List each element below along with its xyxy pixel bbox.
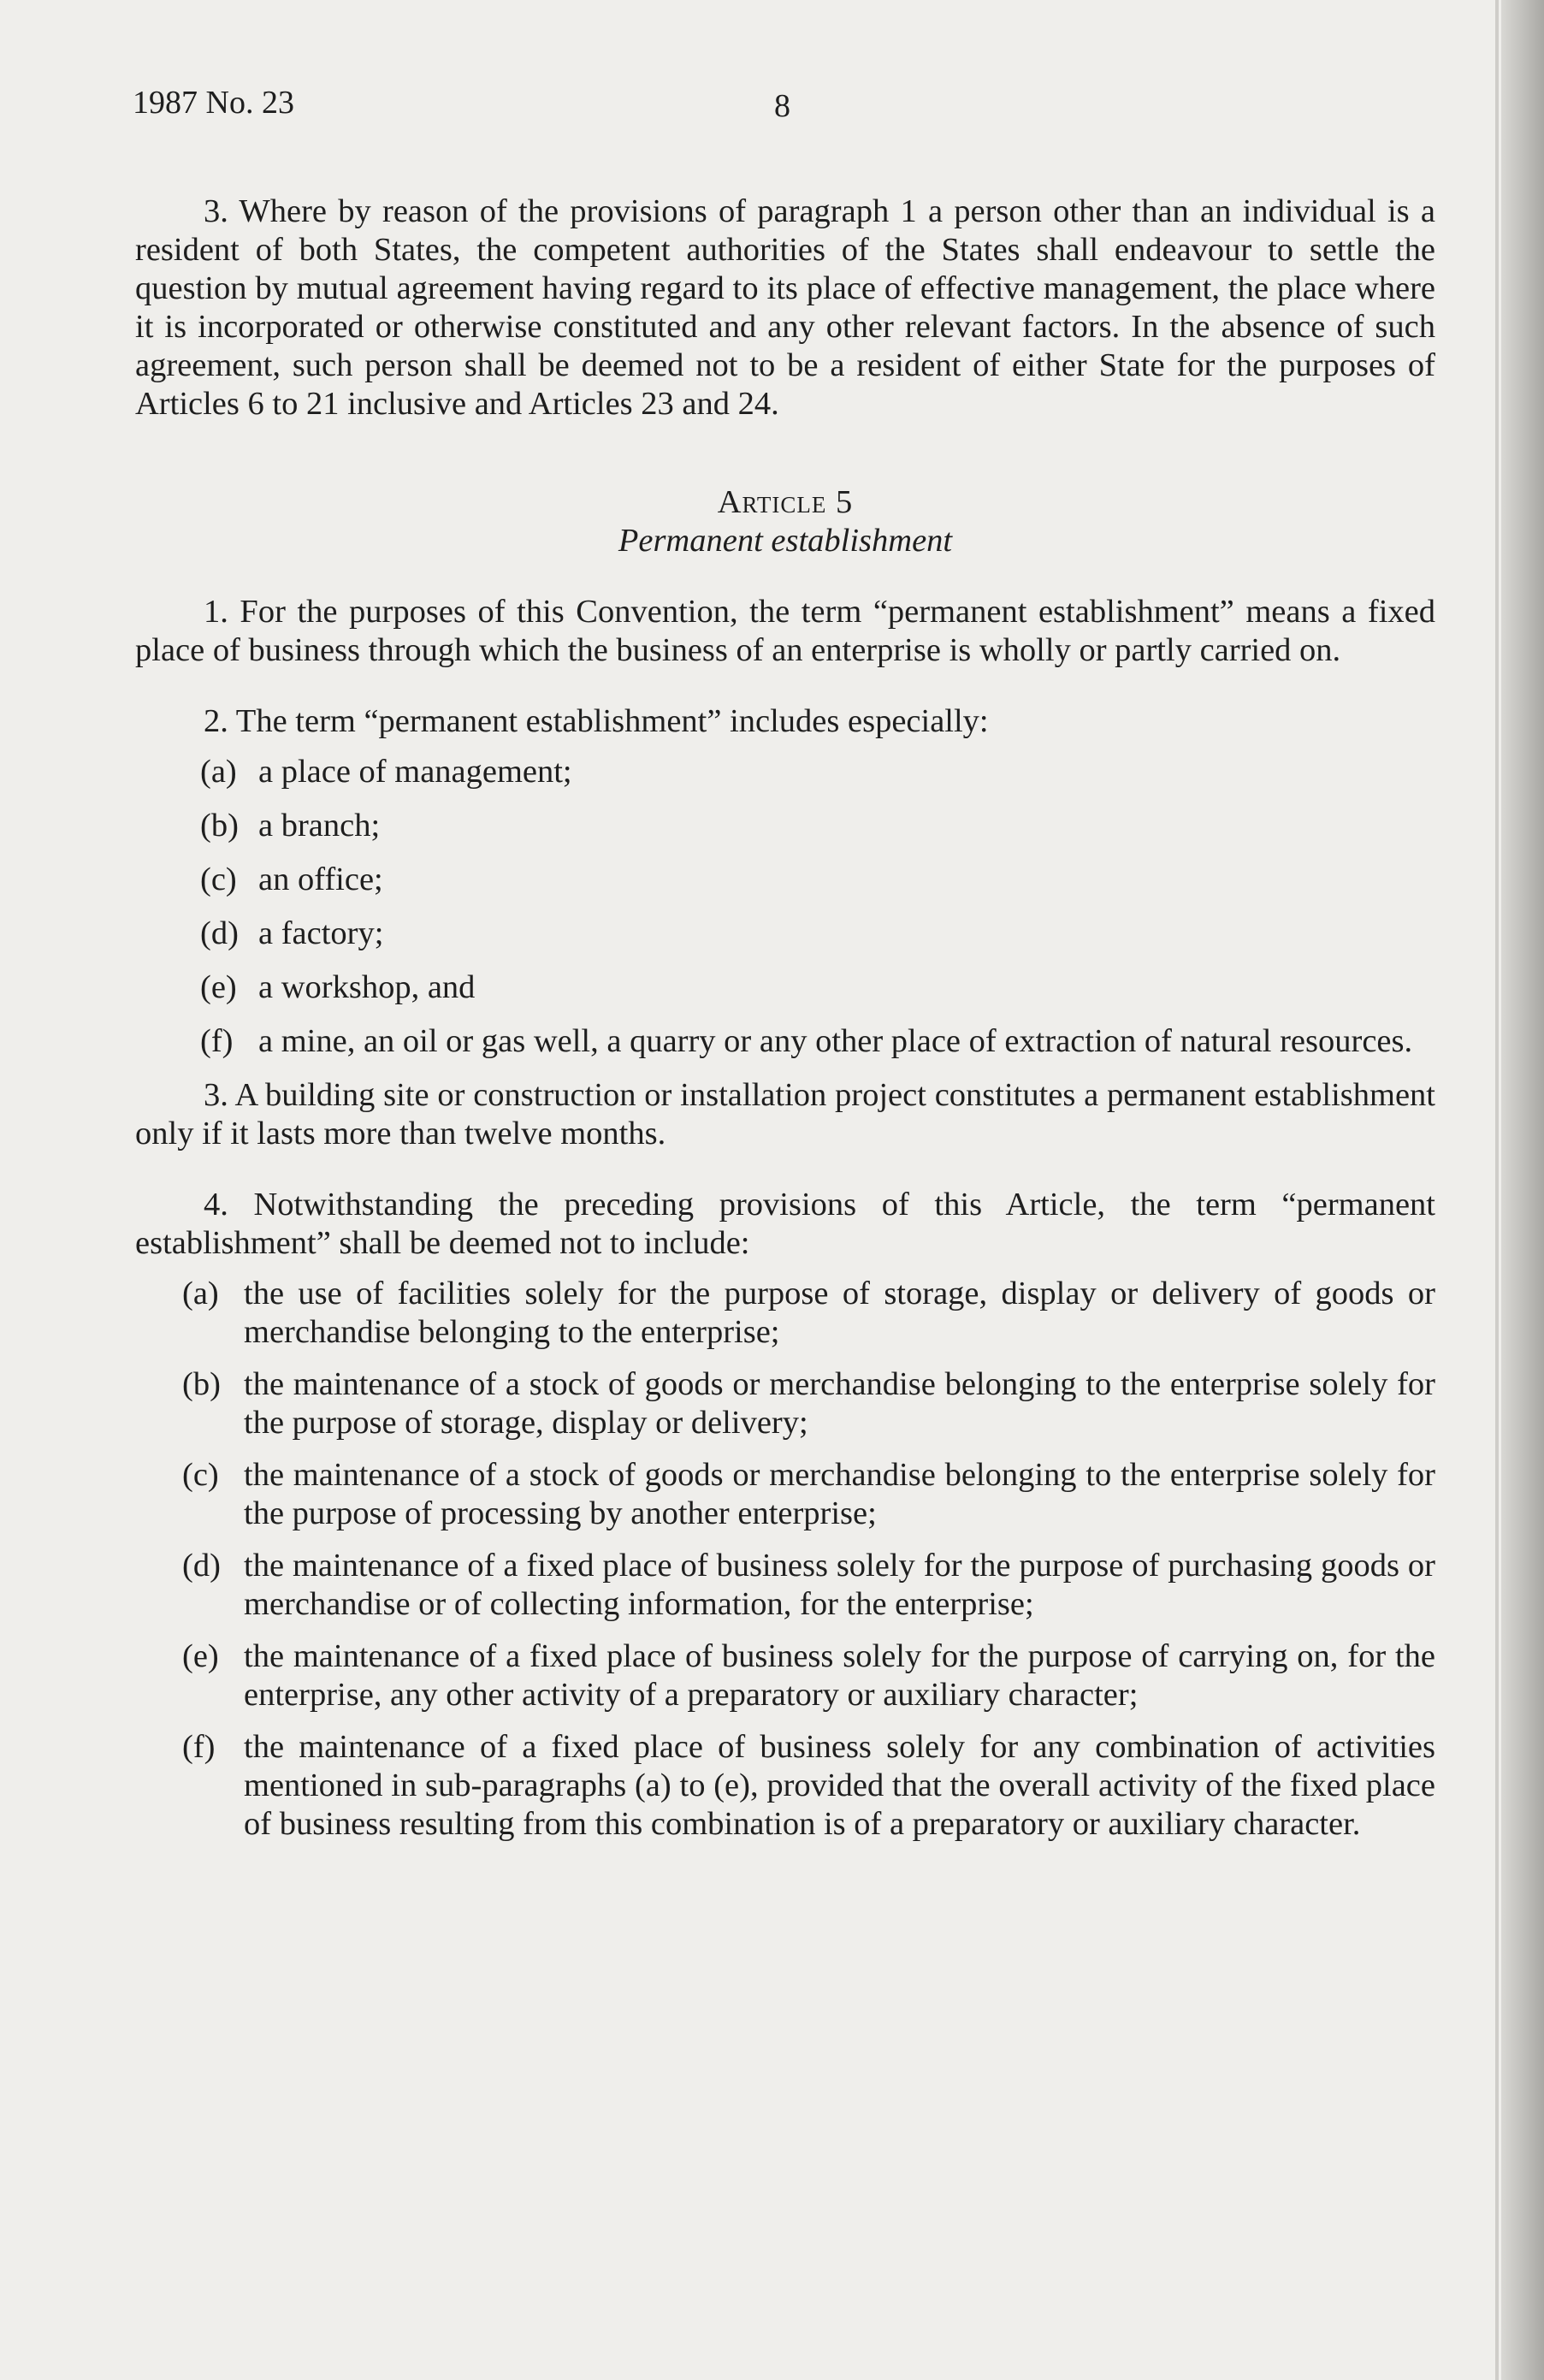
list-item-text: the maintenance of a fixed place of business solely for the purpose of carrying on, for the enterprise, any other activity of a preparatory or auxiliary character;	[244, 1638, 1435, 1713]
paragraph-2-intro: 2. The term “permanent establishment” includes especially:	[204, 703, 989, 739]
list-item-label: (a)	[182, 1276, 219, 1311]
list-item	[135, 1547, 1435, 1624]
list-item-text: the maintenance of a fixed place of business solely for any combination of activities mentioned in sub-paragraphs (a) to (e), provided that the overall activity of the fixed place of business resulting from this combination is of a preparatory or auxiliary character.	[244, 1729, 1435, 1842]
document-body	[135, 192, 1435, 1857]
list-item-label: (e)	[200, 969, 237, 1005]
list-item-label: (c)	[200, 861, 237, 897]
list-item	[135, 1275, 1435, 1352]
paragraph-4-list	[135, 1275, 1435, 1844]
paragraph-2-list	[135, 753, 1435, 1061]
list-item-label: (c)	[182, 1457, 219, 1493]
list-item	[135, 915, 1435, 953]
list-item-text: the maintenance of a stock of goods or merchandise belonging to the enterprise solely for the purpose of processing by another enterprise;	[244, 1457, 1435, 1531]
list-item-label: (a)	[200, 754, 237, 790]
list-item-text: an office;	[258, 861, 383, 897]
list-item	[135, 1728, 1435, 1844]
list-item-text: a mine, an oil or gas well, a quarry or any other place of extraction of natural resources.	[258, 1023, 1413, 1059]
paragraph-3: 3. A building site or construction or installation project constitutes a permanent establishment only if it lasts more than twelve months.	[135, 1077, 1435, 1152]
list-item-text: a place of management;	[258, 754, 572, 790]
list-item	[135, 807, 1435, 845]
paragraph-3-previous-article: 3. Where by reason of the provisions of paragraph 1 a person other than an individual is a resident of both States, the competent authorities of the States shall endeavour to settle the question by mutual agreement having regard to its place of effective management, the place where it is incorporated or otherwise constituted and any other relevant factors. In the absence of such agreement, such person shall be deemed not to be a resident of either State for the purposes of Articles 6 to 21 inclusive and Articles 23 and 24.	[135, 193, 1435, 422]
page-number: 8	[774, 88, 790, 124]
list-item-label: (d)	[200, 915, 239, 951]
page-edge-shadow	[1501, 0, 1544, 2380]
article-heading: Article 5	[717, 484, 854, 520]
list-item	[135, 1637, 1435, 1714]
list-item	[135, 1022, 1435, 1061]
list-item-label: (f)	[200, 1023, 234, 1059]
list-item-text: a workshop, and	[258, 969, 476, 1005]
list-item-text: a branch;	[258, 808, 381, 844]
list-item-text: the maintenance of a fixed place of business solely for the purpose of purchasing goods or merchandise or of collecting information, for the enterprise;	[244, 1548, 1435, 1622]
list-item-label: (d)	[182, 1548, 221, 1584]
list-item	[135, 753, 1435, 791]
list-item	[135, 861, 1435, 899]
list-item-label: (b)	[200, 808, 239, 844]
paragraph-4-intro: 4. Notwithstanding the preceding provisions of this Article, the term “permanent establishment” shall be deemed not to include:	[135, 1187, 1435, 1261]
list-item-label: (e)	[182, 1638, 219, 1674]
list-item	[135, 1456, 1435, 1533]
list-item-text: a factory;	[258, 915, 384, 951]
list-item-text: the maintenance of a stock of goods or merchandise belonging to the enterprise solely for the purpose of storage, display or delivery;	[244, 1366, 1435, 1441]
page-edge-line	[1495, 0, 1499, 2380]
article-title: Permanent establishment	[618, 523, 953, 559]
page-header	[133, 84, 1433, 128]
list-item	[135, 968, 1435, 1007]
list-item	[135, 1365, 1435, 1442]
list-item-label: (b)	[182, 1366, 221, 1402]
list-item-text: the use of facilities solely for the purpose of storage, display or delivery of goods or merchandise belonging to the enterprise;	[244, 1276, 1435, 1350]
document-reference: 1987 No. 23	[133, 85, 294, 121]
list-item-label: (f)	[182, 1729, 216, 1765]
paragraph-1: 1. For the purposes of this Convention, the term “permanent establishment” means a fixed place of business through which the business of an enterprise is wholly or partly carried on.	[135, 594, 1435, 668]
